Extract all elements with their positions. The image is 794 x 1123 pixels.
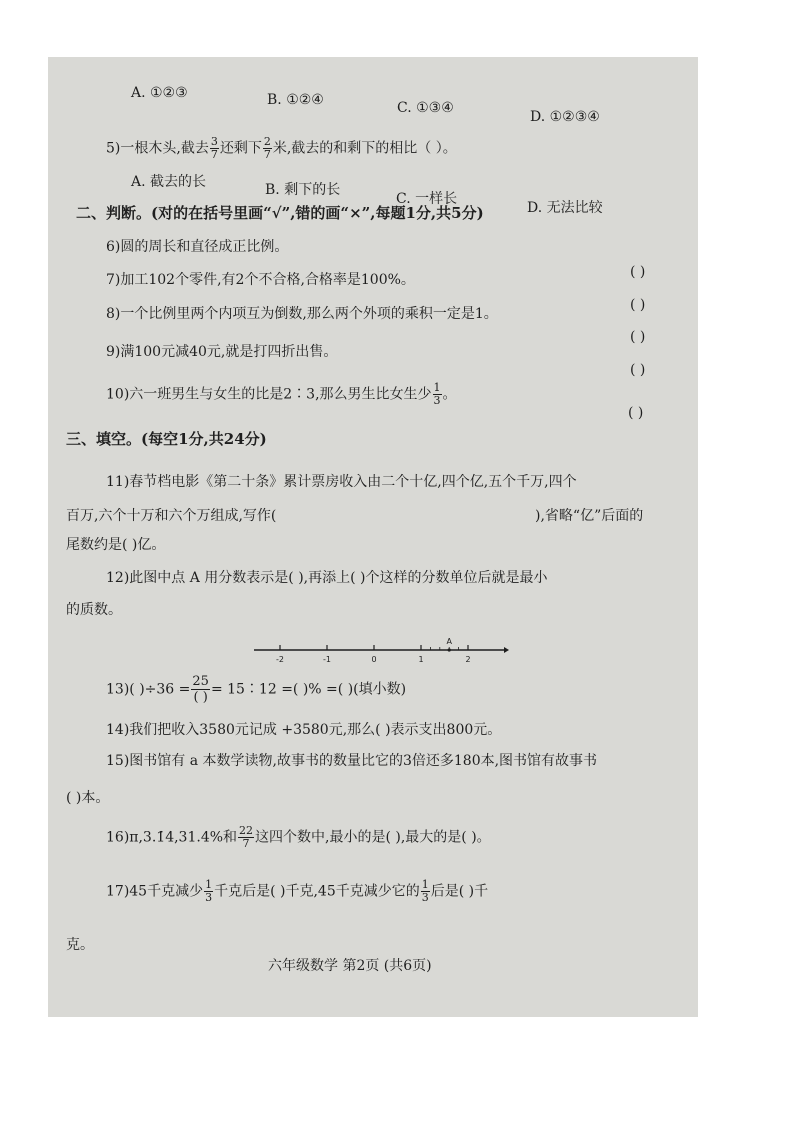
q11-line-2a: 百万,六个十万和六个万组成,写作( bbox=[66, 508, 277, 524]
q17-line-2: 克。 bbox=[66, 937, 94, 953]
q4-option-d: D. ①②③④ bbox=[530, 109, 600, 125]
number-line-tick-label: 1 bbox=[418, 655, 424, 664]
number-line-point-label: A bbox=[446, 637, 452, 646]
q13-denominator[interactable]: ( ) bbox=[193, 690, 208, 705]
number-line-tick-label: 0 bbox=[371, 655, 377, 664]
q16-fraction bbox=[238, 825, 254, 850]
q17-fraction-1 bbox=[204, 879, 213, 904]
question-14: 14)我们把收入3580元记成 +3580元,那么( )表示支出800元。 bbox=[106, 722, 502, 738]
q17-f1-numerator: 1 bbox=[205, 878, 213, 891]
q4-option-b: B. ①②④ bbox=[267, 92, 324, 108]
question-13 bbox=[106, 674, 406, 705]
number-line-tick-label: 2 bbox=[465, 655, 471, 664]
question-5 bbox=[106, 136, 457, 161]
number-line-point-a bbox=[448, 648, 451, 651]
answer-paren-q6[interactable]: ( ) bbox=[630, 264, 646, 280]
answer-paren-q7[interactable]: ( ) bbox=[630, 297, 646, 313]
q5-option-a: A. 截去的长 bbox=[131, 174, 207, 190]
number-line-tick-label: -1 bbox=[323, 655, 331, 664]
section-2-title: 二、判断。(对的在括号里画“√”,错的画“×”,每题1分,共5分) bbox=[76, 204, 484, 222]
q4-option-a: A. ①②③ bbox=[131, 85, 188, 101]
q16-numerator: 22 bbox=[239, 824, 254, 837]
q15-line-2: ( )本。 bbox=[66, 790, 110, 806]
q10-fraction bbox=[433, 382, 442, 407]
question-6: 6)圆的周长和直径成正比例。 bbox=[106, 239, 289, 255]
q16-text-pre: 16)π,3.1̇4̇,31.4%和 bbox=[106, 829, 238, 846]
q13-text-post: = 15∶12 =( )% =( )(填小数) bbox=[210, 681, 407, 698]
q17-f2-denominator: 3 bbox=[421, 891, 429, 904]
q17-f1-denominator: 3 bbox=[205, 891, 213, 904]
q4-option-c: C. ①③④ bbox=[397, 100, 454, 116]
q5-text-pre: 5)一根木头,截去 bbox=[106, 140, 209, 157]
q10-text-post: 。 bbox=[442, 386, 457, 403]
question-16 bbox=[106, 825, 491, 850]
number-line-arrow bbox=[504, 647, 509, 653]
q11-line-2b: ),省略“亿”后面的 bbox=[535, 508, 644, 524]
question-8: 8)一个比例里两个内项互为倒数,那么两个外项的乘积一定是1。 bbox=[106, 306, 498, 322]
q5-text-post: 米,截去的和剩下的相比（ ）。 bbox=[272, 140, 457, 157]
question-9: 9)满100元减40元,就是打四折出售。 bbox=[106, 344, 338, 360]
section-3-title: 三、填空。(每空1分,共24分) bbox=[66, 430, 267, 448]
question-10 bbox=[106, 382, 457, 407]
answer-paren-q10[interactable]: ( ) bbox=[628, 405, 644, 421]
q15-line-1: 15)图书馆有 a 本数学读物,故事书的数量比它的3倍还多180本,图书馆有故事书 bbox=[106, 753, 598, 769]
q17-text-pre: 17)45千克减少 bbox=[106, 883, 204, 900]
number-line bbox=[250, 636, 510, 668]
q5-option-c: C. 一样长 bbox=[396, 191, 458, 207]
q13-fraction bbox=[191, 674, 210, 705]
q5-fraction-2 bbox=[263, 136, 272, 161]
q10-denominator: 3 bbox=[433, 394, 441, 407]
q17-f2-numerator: 1 bbox=[421, 878, 429, 891]
q12-line-1: 12)此图中点 A 用分数表示是( ),再添上( )个这样的分数单位后就是最小 bbox=[106, 570, 548, 586]
q12-line-2: 的质数。 bbox=[66, 602, 122, 618]
q5-fraction-1 bbox=[210, 136, 219, 161]
q13-text-pre: 13)( )÷36 = bbox=[106, 681, 191, 698]
q5-f1-numerator: 3 bbox=[210, 135, 218, 148]
q5-f1-denominator: 7 bbox=[210, 148, 218, 161]
q10-numerator: 1 bbox=[433, 381, 441, 394]
q16-text-post: 这四个数中,最小的是( ),最大的是( )。 bbox=[255, 829, 491, 846]
page-footer: 六年级数学 第2页 (共6页) bbox=[268, 958, 432, 974]
q5-option-b: B. 剩下的长 bbox=[265, 182, 341, 198]
q5-text-mid: 还剩下 bbox=[219, 140, 262, 157]
q5-option-d: D. 无法比较 bbox=[527, 200, 603, 216]
q10-text-pre: 10)六一班男生与女生的比是2∶3,那么男生比女生少 bbox=[106, 386, 432, 403]
q11-line-3: 尾数约是( )亿。 bbox=[66, 537, 166, 553]
q17-fraction-2 bbox=[421, 879, 430, 904]
q5-f2-denominator: 7 bbox=[263, 148, 271, 161]
question-17 bbox=[106, 879, 488, 904]
q16-denominator: 7 bbox=[242, 837, 250, 850]
q11-line-1: 11)春节档电影《第二十条》累计票房收入由二个十亿,四个亿,五个千万,四个 bbox=[106, 474, 577, 490]
q17-text-post: 后是( )千 bbox=[430, 883, 489, 900]
number-line-tick-label: -2 bbox=[276, 655, 284, 664]
q5-f2-numerator: 2 bbox=[263, 135, 271, 148]
q17-text-mid: 千克后是( )千克,45千克减少它的 bbox=[214, 883, 420, 900]
answer-paren-q8[interactable]: ( ) bbox=[630, 329, 646, 345]
q13-numerator: 25 bbox=[192, 674, 209, 689]
answer-paren-q9[interactable]: ( ) bbox=[630, 362, 646, 378]
question-7: 7)加工102个零件,有2个不合格,合格率是100%。 bbox=[106, 272, 415, 288]
